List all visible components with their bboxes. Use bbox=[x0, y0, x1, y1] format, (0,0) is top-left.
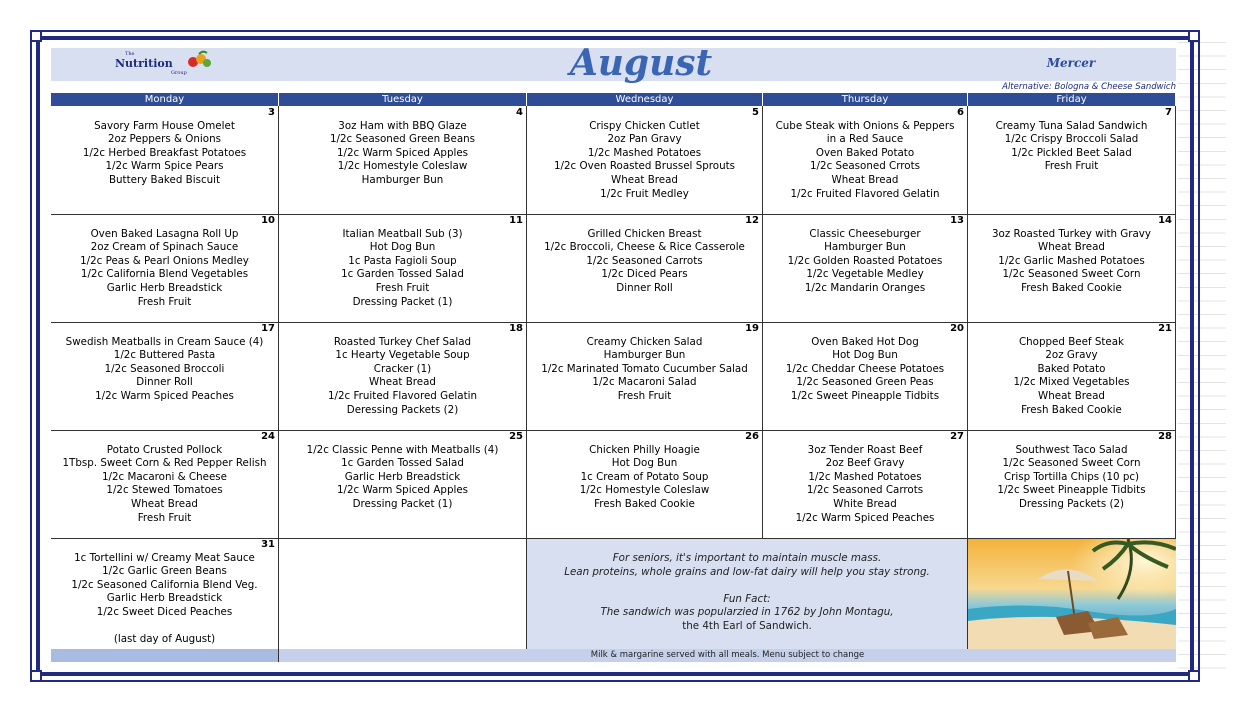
menu-item: Fresh Baked Cookie bbox=[1021, 403, 1122, 416]
menu-item: 1/2c Mandarin Oranges bbox=[804, 281, 926, 294]
menu-item: 1/2c Seasoned Green Beans bbox=[329, 133, 476, 146]
menu-item: Chopped Beef Steak bbox=[1018, 335, 1125, 348]
menu-item: Oven Baked Hot Dog bbox=[811, 335, 919, 348]
alternative-meal-note: Alternative: Bologna & Cheese Sandwich bbox=[1002, 82, 1176, 92]
menu-item: (last day of August) bbox=[113, 633, 216, 646]
menu-item: 1/2c Herbed Breakfast Potatoes bbox=[82, 146, 247, 159]
day-number: 4 bbox=[516, 107, 523, 118]
logo-text-name: Nutrition bbox=[115, 57, 173, 70]
menu-item: Potato Crusted Pollock bbox=[106, 443, 223, 456]
day-cell bbox=[968, 322, 1176, 430]
menu-item: 1/2c Golden Roasted Potatoes bbox=[787, 254, 943, 267]
menu-item: Fresh Fruit bbox=[137, 511, 192, 524]
menu-item: 3oz Roasted Turkey with Gravy bbox=[992, 227, 1151, 240]
day-cell bbox=[51, 430, 279, 538]
menu-item: 1/2c Seasoned Carrots bbox=[586, 254, 703, 267]
menu-item: Savory Farm House Omelet bbox=[94, 119, 235, 132]
menu-item: 1/2c Seasoned Broccoli bbox=[104, 362, 225, 375]
footer-left-band bbox=[51, 649, 279, 662]
day-cell bbox=[527, 106, 763, 214]
menu-item: Hot Dog Bun bbox=[611, 457, 678, 470]
menu-item: 1/2c Seasoned Green Peas bbox=[796, 376, 934, 389]
menu-item: 1/2c Cheddar Cheese Potatoes bbox=[785, 362, 945, 375]
day-number: 28 bbox=[1158, 431, 1172, 442]
menu-item: 1/2c Macaroni Salad bbox=[592, 376, 697, 389]
tip-line: Lean proteins, whole grains and low-fat dairy will help you stay strong. bbox=[564, 565, 930, 578]
nutrition-group-logo bbox=[115, 51, 211, 79]
menu-item: 2oz Peppers & Onions bbox=[108, 133, 221, 146]
beach-image bbox=[968, 539, 1176, 649]
day-cell bbox=[527, 214, 763, 322]
menu-item: Oven Baked Lasagna Roll Up bbox=[90, 227, 239, 240]
fruit-icon bbox=[185, 50, 215, 72]
menu-item: Hot Dog Bun bbox=[369, 241, 436, 254]
menu-item: 1/2c Sweet Diced Peaches bbox=[96, 605, 233, 618]
menu-item: 1c Garden Tossed Salad bbox=[341, 268, 464, 281]
day-number: 20 bbox=[950, 323, 964, 334]
day-cell bbox=[527, 430, 763, 538]
menu-item: 1/2c Fruit Medley bbox=[600, 187, 689, 200]
menu-item: 1Tbsp. Sweet Corn & Red Pepper Relish bbox=[62, 457, 267, 470]
menu-calendar bbox=[51, 42, 1176, 662]
menu-item: Southwest Taco Salad bbox=[1015, 443, 1128, 456]
menu-item: 1/2c Oven Roasted Brussel Sprouts bbox=[553, 160, 735, 173]
menu-item: 1/2c Sweet Pineapple Tidbits bbox=[790, 389, 940, 402]
menu-item: Baked Potato bbox=[1037, 362, 1106, 375]
menu-item: Swedish Meatballs in Cream Sauce (4) bbox=[65, 335, 264, 348]
day-cell bbox=[51, 106, 279, 214]
day-cell bbox=[763, 322, 968, 430]
menu-item: Hamburger Bun bbox=[361, 173, 444, 186]
corner-ornament bbox=[1188, 30, 1200, 42]
day-header-monday: Monday bbox=[51, 93, 279, 106]
tip-line: the 4th Earl of Sandwich. bbox=[682, 619, 812, 632]
menu-item: 1c Hearty Vegetable Soup bbox=[335, 349, 470, 362]
day-cell bbox=[279, 106, 527, 214]
day-number: 18 bbox=[509, 323, 523, 334]
menu-item: 2oz Pan Gravy bbox=[607, 133, 682, 146]
day-cell bbox=[279, 430, 527, 538]
menu-item: Dressing Packet (1) bbox=[352, 295, 453, 308]
menu-item: 1c Cream of Potato Soup bbox=[580, 470, 709, 483]
menu-item: Creamy Chicken Salad bbox=[586, 335, 703, 348]
day-cell bbox=[51, 214, 279, 322]
menu-item: 1c Pasta Fagioli Soup bbox=[348, 254, 457, 267]
tip-spacer bbox=[527, 579, 967, 593]
menu-item: Buttery Baked Biscuit bbox=[108, 173, 221, 186]
menu-item: Hamburger Bun bbox=[824, 241, 906, 254]
menu-item: Fresh Fruit bbox=[617, 389, 672, 402]
menu-item: 1c Tortellini w/ Creamy Meat Sauce bbox=[74, 551, 255, 564]
day-number: 13 bbox=[950, 215, 964, 226]
day-number: 6 bbox=[957, 107, 964, 118]
day-header-tuesday: Tuesday bbox=[279, 93, 527, 106]
menu-item: Fresh Baked Cookie bbox=[1021, 281, 1122, 294]
menu-item: 2oz Gravy bbox=[1045, 349, 1098, 362]
day-number: 14 bbox=[1158, 215, 1172, 226]
menu-item: Fresh Fruit bbox=[1044, 160, 1099, 173]
day-number: 12 bbox=[745, 215, 759, 226]
menu-item: 1/2c Seasoned Sweet Corn bbox=[1002, 457, 1141, 470]
menu-item: Garlic Herb Breadstick bbox=[344, 470, 461, 483]
menu-item: Deressing Packets (2) bbox=[346, 403, 459, 416]
menu-item: Fresh Fruit bbox=[375, 281, 430, 294]
menu-item: White Bread bbox=[833, 497, 897, 510]
corner-ornament bbox=[30, 30, 42, 42]
menu-item: 1/2c Mixed Vegetables bbox=[1013, 376, 1130, 389]
day-cell bbox=[968, 214, 1176, 322]
day-number: 27 bbox=[950, 431, 964, 442]
day-cell bbox=[51, 538, 279, 649]
menu-item bbox=[51, 620, 278, 634]
day-cell bbox=[279, 322, 527, 430]
menu-item: 1/2c Warm Spice Pears bbox=[105, 160, 224, 173]
day-number: 21 bbox=[1158, 323, 1172, 334]
day-cell bbox=[51, 322, 279, 430]
menu-item: 1/2c Peas & Pearl Onions Medley bbox=[80, 254, 249, 267]
day-header-friday: Friday bbox=[968, 93, 1176, 106]
day-cell bbox=[763, 430, 968, 538]
menu-item: 1/2c Seasoned Carrots bbox=[806, 484, 924, 497]
menu-item: 1/2c Stewed Tomatoes bbox=[106, 484, 223, 497]
menu-item: 1/2c Classic Penne with Meatballs (4) bbox=[306, 443, 499, 456]
menu-item: 1/2c Pickled Beet Salad bbox=[1011, 146, 1132, 159]
footer-note: Milk & margarine served with all meals. Menu subject to change bbox=[279, 649, 1176, 662]
menu-item: Grilled Chicken Breast bbox=[587, 227, 702, 240]
menu-item: 1/2c Warm Spiced Apples bbox=[336, 146, 469, 159]
menu-item: 1/2c Fruited Flavored Gelatin bbox=[790, 187, 940, 200]
menu-item: Wheat Bread bbox=[831, 173, 899, 186]
menu-item: Oven Baked Potato bbox=[815, 146, 915, 159]
empty-day-cell bbox=[279, 538, 527, 649]
menu-item: 1/2c Buttered Pasta bbox=[113, 349, 216, 362]
menu-item: 1c Garden Tossed Salad bbox=[341, 457, 464, 470]
menu-item: 3oz Tender Roast Beef bbox=[807, 443, 923, 456]
menu-item: 1/2c Warm Spiced Peaches bbox=[795, 511, 935, 524]
day-cell bbox=[527, 322, 763, 430]
day-number: 17 bbox=[261, 323, 275, 334]
menu-item: Fresh Fruit bbox=[137, 295, 192, 308]
day-number: 24 bbox=[261, 431, 275, 442]
menu-item: 1/2c Vegetable Medley bbox=[806, 268, 924, 281]
menu-item: 1/2c Garlic Mashed Potatoes bbox=[998, 254, 1145, 267]
day-cell bbox=[968, 430, 1176, 538]
day-header-wednesday: Wednesday bbox=[527, 93, 763, 106]
menu-item: Hot Dog Bun bbox=[832, 349, 898, 362]
tip-line: The sandwich was popularzied in 1762 by John Montagu, bbox=[600, 606, 894, 619]
fun-fact-heading: Fun Fact: bbox=[723, 592, 771, 605]
menu-item: 1/2c Homestyle Coleslaw bbox=[337, 160, 468, 173]
menu-item: 1/2c Homestyle Coleslaw bbox=[579, 484, 710, 497]
menu-item: Crispy Chicken Cutlet bbox=[589, 119, 700, 132]
menu-item: Dressing Packet (1) bbox=[352, 497, 453, 510]
day-number: 31 bbox=[261, 539, 275, 550]
menu-item: in a Red Sauce bbox=[826, 133, 904, 146]
menu-item: Garlic Herb Breadstick bbox=[106, 592, 223, 605]
day-header-thursday: Thursday bbox=[763, 93, 968, 106]
day-number: 19 bbox=[745, 323, 759, 334]
menu-item: Wheat Bread bbox=[369, 376, 436, 389]
day-number: 7 bbox=[1165, 107, 1172, 118]
menu-item: 1/2c Crispy Broccoli Salad bbox=[1004, 133, 1139, 146]
corner-ornament bbox=[30, 670, 42, 682]
corner-ornament bbox=[1188, 670, 1200, 682]
menu-item: Classic Cheeseburger bbox=[809, 227, 921, 240]
logo-text-group: Group bbox=[171, 70, 187, 76]
day-number: 11 bbox=[509, 215, 523, 226]
day-number: 26 bbox=[745, 431, 759, 442]
menu-item: 1/2c Mashed Potatoes bbox=[808, 470, 922, 483]
menu-item: Wheat Bread bbox=[1038, 241, 1105, 254]
menu-item: Roasted Turkey Chef Salad bbox=[333, 335, 472, 348]
menu-item: 1/2c Mashed Potatoes bbox=[587, 146, 702, 159]
menu-item: 1/2c Seasoned Sweet Corn bbox=[1002, 268, 1141, 281]
menu-item: 1/2c Fruited Flavored Gelatin bbox=[327, 389, 478, 402]
menu-item: Fresh Baked Cookie bbox=[594, 497, 695, 510]
menu-item: Wheat Bread bbox=[131, 497, 198, 510]
day-number: 25 bbox=[509, 431, 523, 442]
menu-item: Dinner Roll bbox=[616, 281, 673, 294]
menu-item: 1/2c Sweet Pineapple Tidbits bbox=[997, 484, 1146, 497]
menu-item: Dinner Roll bbox=[136, 376, 193, 389]
day-number: 3 bbox=[268, 107, 275, 118]
menu-item: 2oz Beef Gravy bbox=[825, 457, 905, 470]
menu-item: 1/2c Macaroni & Cheese bbox=[101, 470, 228, 483]
menu-item: Wheat Bread bbox=[1038, 389, 1105, 402]
month-title: August bbox=[569, 42, 713, 84]
day-number: 5 bbox=[752, 107, 759, 118]
menu-item: 1/2c Warm Spiced Apples bbox=[336, 484, 469, 497]
day-number: 10 bbox=[261, 215, 275, 226]
menu-item: 2oz Cream of Spinach Sauce bbox=[90, 241, 239, 254]
menu-item: Crisp Tortilla Chips (10 pc) bbox=[1003, 470, 1140, 483]
day-cell bbox=[763, 214, 968, 322]
logo-text-the: The bbox=[125, 51, 135, 57]
menu-item: 3oz Ham with BBQ Glaze bbox=[338, 119, 467, 132]
nutrition-tip-box bbox=[527, 539, 968, 649]
menu-item: Creamy Tuna Salad Sandwich bbox=[995, 119, 1148, 132]
menu-item: Garlic Herb Breadstick bbox=[106, 281, 223, 294]
menu-item: Cube Steak with Onions & Peppers bbox=[775, 119, 955, 132]
tip-line: For seniors, it's important to maintain muscle mass. bbox=[612, 552, 882, 564]
day-cell bbox=[763, 106, 968, 214]
menu-item: Cracker (1) bbox=[373, 362, 432, 375]
menu-item: Italian Meatball Sub (3) bbox=[342, 227, 463, 240]
location-name: Mercer bbox=[1046, 56, 1096, 70]
menu-item: 1/2c Seasoned Crrots bbox=[810, 160, 920, 173]
menu-item: 1/2c Broccoli, Cheese & Rice Casserole bbox=[544, 241, 745, 254]
menu-item: Hamburger Bun bbox=[603, 349, 686, 362]
menu-item: 1/2c California Blend Vegetables bbox=[80, 268, 249, 281]
menu-item: Chicken Philly Hoagie bbox=[589, 443, 700, 456]
menu-item: Dressing Packets (2) bbox=[1018, 497, 1125, 510]
menu-item: Wheat Bread bbox=[611, 173, 678, 186]
menu-item: 1/2c Diced Pears bbox=[601, 268, 688, 281]
menu-item: 1/2c Warm Spiced Peaches bbox=[95, 389, 234, 402]
menu-item: 1/2c Garlic Green Beans bbox=[102, 565, 227, 578]
day-cell bbox=[968, 106, 1176, 214]
menu-item: 1/2c Seasoned California Blend Veg. bbox=[71, 578, 258, 591]
day-cell bbox=[279, 214, 527, 322]
menu-item: 1/2c Marinated Tomato Cucumber Salad bbox=[541, 362, 748, 375]
